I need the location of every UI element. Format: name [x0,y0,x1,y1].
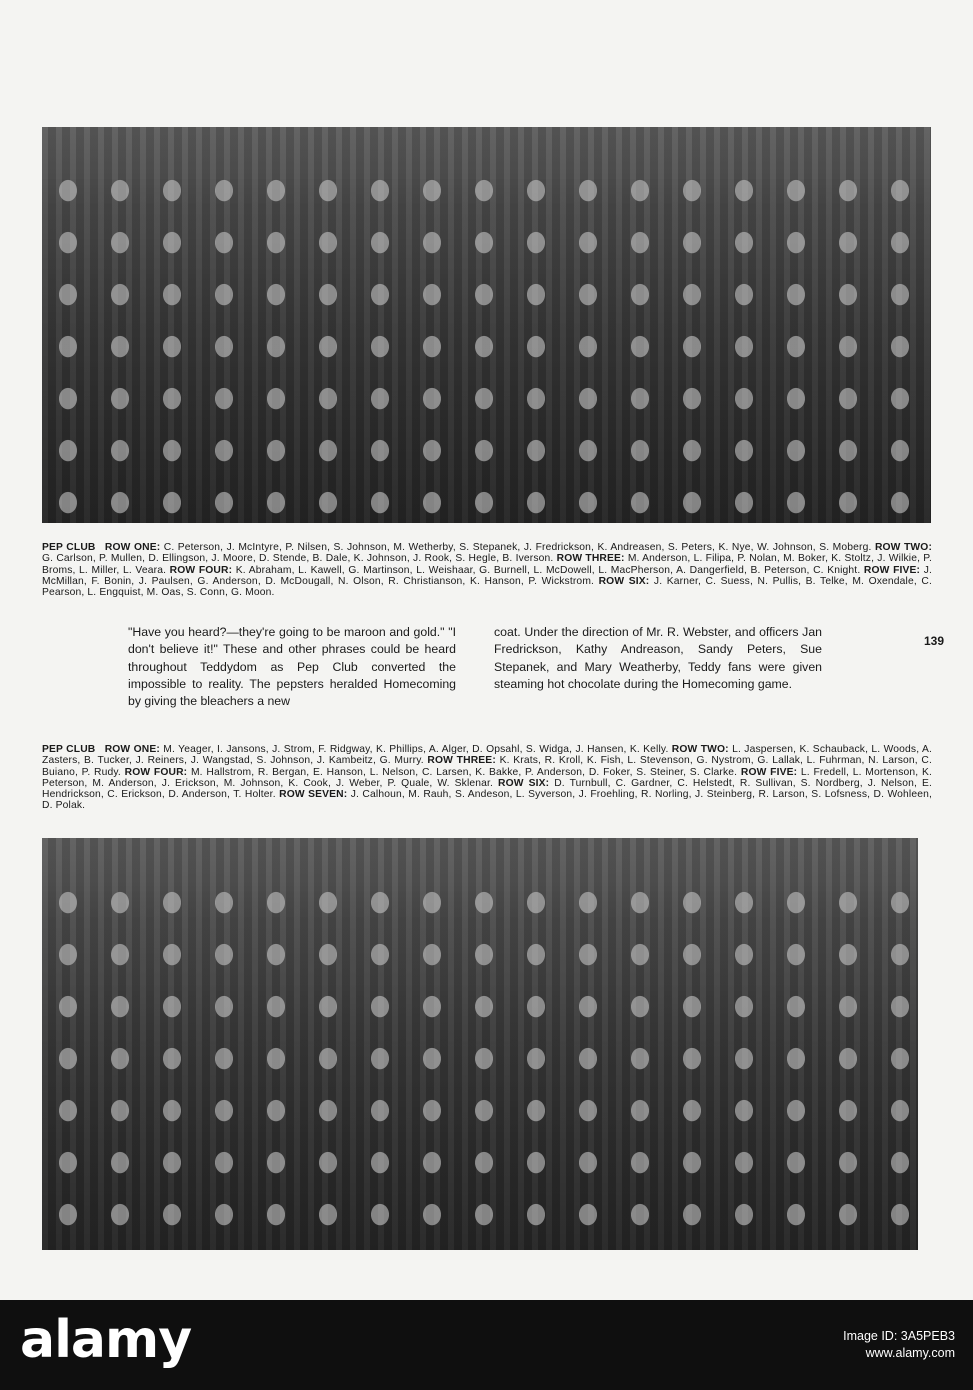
body-text-column-2: coat. Under the direction of Mr. R. Webster, and officers Jan Fredrickson, Kathy Andreason, Sandy Peters, Sue Stepanek, and Mary Weatherby, Teddy fans were given steaming hot chocolate during the Homecoming game. [494,625,822,691]
row-label: ROW FIVE: [740,766,798,778]
row-label: ROW SEVEN: [279,789,348,801]
row-label: ROW FOUR: [169,564,233,576]
row-label: ROW TWO: [671,744,729,755]
row-label: ROW SIX: [498,777,550,789]
row-label: ROW THREE: [556,553,625,565]
pep-club-group-photo-top [42,127,931,523]
row-names: J. Karner, C. Suess, N. Pullis, B. Telke, M. Oxendale, C. Pearson, L. Engquist, M. Oas, S. Conn, G. Moon. [42,575,932,599]
row-names: M. Hallstrom, R. Bergan, E. Hanson, L. Nelson, C. Larsen, K. Bakke, P. Anderson, D. Foker, S. Steiner, S. Clarke. [190,766,738,778]
alamy-logo: alamy [20,1310,192,1370]
row-names: J. McMillan, F. Bonin, J. Paulsen, G. Anderson, D. McDougall, N. Olson, R. Christianson, K. Hanson, P. Wickstrom. [42,564,933,587]
body-text-column-1: "Have you heard?—they're going to be maroon and gold." "I don't believe it!" These and other phrases could be heard throughout Teddydom as Pep Club converted the impossible to reality. The pepsters heralded Homecoming by giving the bleachers a new [128,625,456,709]
row-names: K. Krats, R. Kroll, K. Fish, L. Stevenson, G. Nystrom, G. Lallak, L. Fuhrman, N. Larson, C. Buiano, P. Rudy. [42,755,933,778]
row-names: L. Fredell, L. Mortenson, K. Peterson, M. Anderson, J. Erickson, M. Johnson, K. Cook, J. Weber, P. Quale, W. Sklenar. [42,766,932,789]
pep-club-group-photo-bottom [42,838,918,1250]
row-label: ROW FIVE: [863,564,921,576]
caption-club-name: PEP CLUB [42,744,96,755]
row-names: K. Abraham, L. Kawell, G. Martinson, L. Weishaar, G. Burnell, L. McDowell, L. MacPherson, A. Dangerfield, B. Peterson, C. Knight. [235,564,861,576]
row-names: M. Yeager, I. Jansons, J. Strom, F. Ridgway, K. Phillips, A. Alger, D. Opsahl, S. Widga, J. Hansen, K. Kelly. [163,744,669,755]
image-id: Image ID: 3A5PEB3 [843,1329,955,1343]
row-label: ROW THREE: [427,755,496,767]
row-label: ROW SIX: [598,575,650,587]
row-names: M. Anderson, L. Filipa, P. Nolan, M. Boker, K. Stoltz, J. Wilkie, P. Broms, L. Miller, L. Veara. [42,553,933,576]
photo-caption-bottom [42,744,932,812]
photo-caption-top [42,542,932,598]
row-label: ROW ONE: [104,542,161,553]
row-label: ROW FOUR: [124,766,188,778]
row-names: C. Peterson, J. McIntyre, P. Nilsen, S. Johnson, M. Wetherby, S. Stepanek, J. Fredrickson, K. Andreasen, S. Peters, K. Nye, W. Johnson, S. Moberg. [163,542,872,553]
row-names: G. Carlson, P. Mullen, D. Ellingson, J. Moore, D. Stende, B. Dale, K. Johnson, J. Rook, S. Hegle, B. Iverson. [42,553,554,565]
row-label: ROW ONE: [104,744,160,755]
footer-url: www.alamy.com [865,1346,955,1360]
page-number: 139 [924,634,945,648]
row-names: J. Calhoun, M. Rauh, S. Andeson, L. Syverson, J. Froehling, R. Norling, J. Steinberg, R. Larson, S. Lofsness, D. Wohleen, D. Polak. [42,789,932,812]
row-names: D. Turnbull, C. Gardner, C. Helstedt, R. Sullivan, S. Nordberg, J. Nelson, E. Hendrickson, C. Erickson, D. Anderson, T. Holter. [42,777,932,801]
row-label: ROW TWO: [874,542,933,553]
watermark-footer [0,1300,973,1390]
caption-club-name: PEP CLUB [42,542,96,553]
row-names: L. Jaspersen, K. Schauback, L. Woods, A. Zasters, B. Tucker, J. Reiners, J. Wangstad, S. Johnson, J. Kambeitz, G. Murry. [42,744,933,767]
